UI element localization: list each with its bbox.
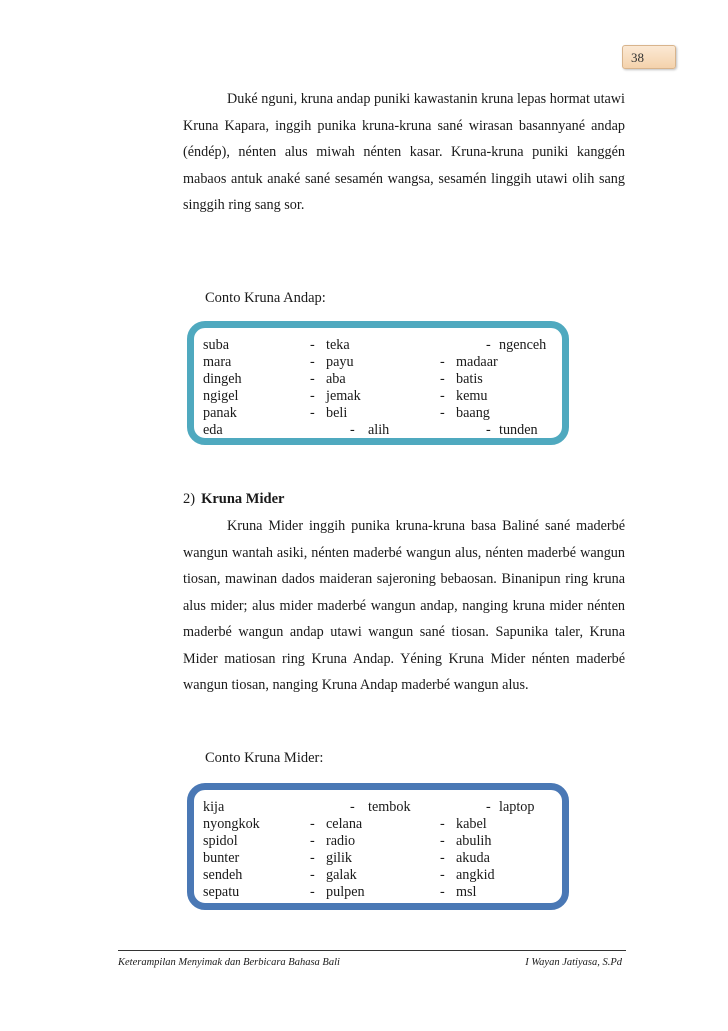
dash-col3: - bbox=[440, 405, 445, 421]
mider-word-grid bbox=[194, 790, 562, 903]
word-col2: gilik bbox=[326, 850, 353, 866]
dash-col3: - bbox=[486, 337, 491, 353]
section-heading bbox=[183, 491, 284, 508]
mider-example-box bbox=[187, 783, 569, 910]
dash-col2: - bbox=[310, 833, 315, 849]
dash-col3: - bbox=[440, 354, 445, 370]
word-col3: tunden bbox=[499, 422, 538, 438]
word-col2: teka bbox=[326, 337, 350, 353]
word-col2: payu bbox=[326, 354, 354, 370]
dash-col2: - bbox=[310, 337, 315, 353]
word-col2: alih bbox=[368, 422, 390, 438]
word-col2: galak bbox=[326, 867, 357, 883]
dash-col3: - bbox=[440, 388, 445, 404]
word-col2: beli bbox=[326, 405, 348, 421]
dash-col3: - bbox=[440, 371, 445, 387]
word-col1: eda bbox=[203, 422, 223, 438]
mider-example-label: Conto Kruna Mider: bbox=[205, 750, 324, 766]
dash-col2: - bbox=[310, 816, 315, 832]
word-col3: madaar bbox=[456, 354, 498, 370]
dash-col3: - bbox=[440, 850, 445, 866]
word-col1: bunter bbox=[203, 850, 240, 866]
word-col1: sepatu bbox=[203, 884, 240, 900]
word-col1: spidol bbox=[203, 833, 238, 849]
dash-col2: - bbox=[310, 388, 315, 404]
footer-book-title: Keterampilan Menyimak dan Berbicara Bahasa Bali bbox=[118, 957, 340, 968]
word-col1: sendeh bbox=[203, 867, 243, 883]
word-col2: pulpen bbox=[326, 884, 365, 900]
word-col3: ngenceh bbox=[499, 337, 547, 353]
footer-author: I Wayan Jatiyasa, S.Pd bbox=[525, 957, 622, 968]
footer-divider bbox=[118, 950, 626, 951]
dash-col2: - bbox=[350, 799, 355, 815]
word-col3: laptop bbox=[499, 799, 535, 815]
dash-col3: - bbox=[440, 833, 445, 849]
word-col1: mara bbox=[203, 354, 232, 370]
dash-col3: - bbox=[440, 816, 445, 832]
dash-col3: - bbox=[486, 799, 491, 815]
section-title: Kruna Mider bbox=[201, 491, 285, 507]
word-col2: celana bbox=[326, 816, 363, 832]
word-col1: ngigel bbox=[203, 388, 239, 404]
andap-example-box bbox=[187, 321, 569, 445]
dash-col2: - bbox=[310, 405, 315, 421]
paragraph-kruna-andap: Duké nguni, kruna andap puniki kawastanin kruna lepas hormat utawi Kruna Kapara, inggih punika kruna-kruna sané wirasan basannyané andap (éndép), nénten alus miwah nénten kasar. Kruna-kruna puniki kanggén mabaos antuk anaké sané sesamén wangsa, sesamén linggih utawi olih sang singgih ring sang sor. bbox=[183, 91, 625, 213]
word-col1: panak bbox=[203, 405, 237, 421]
dash-col2: - bbox=[310, 354, 315, 370]
page-number: 38 bbox=[622, 45, 676, 69]
word-col1: dingeh bbox=[203, 371, 242, 387]
word-col1: nyongkok bbox=[203, 816, 260, 832]
dash-col2: - bbox=[310, 850, 315, 866]
andap-word-grid bbox=[194, 328, 562, 438]
word-col2: tembok bbox=[368, 799, 411, 815]
word-col3: batis bbox=[456, 371, 483, 387]
word-col3: kemu bbox=[456, 388, 488, 404]
dash-col3: - bbox=[440, 867, 445, 883]
word-col2: aba bbox=[326, 371, 346, 387]
word-col3: kabel bbox=[456, 816, 487, 832]
dash-col2: - bbox=[310, 867, 315, 883]
section-number: 2) bbox=[183, 491, 196, 507]
word-col1: kija bbox=[203, 799, 225, 815]
dash-col2: - bbox=[310, 371, 315, 387]
word-col3: abulih bbox=[456, 833, 492, 849]
word-col1: suba bbox=[203, 337, 230, 353]
paragraph-kruna-mider: Kruna Mider inggih punika kruna-kruna basa Baliné sané maderbé wangun wantah asiki, nénten maderbé wangun alus, nénten maderbé wangun tiosan, mawinan dados maideran sajeroning bebaosan. Binanipun ring kruna alus mider; alus mider maderbé wangun andap, nanging kruna mider nénten maderbé wangun andap utawi wangun sané tiosan. Sapunika taler, Kruna Mider matiosan ring Kruna Andap. Yéning Kruna Mider nénten maderbé wangun tiosan, nanging Kruna Andap maderbé wangun alus. bbox=[183, 518, 625, 693]
dash-col3: - bbox=[486, 422, 491, 438]
dash-col2: - bbox=[310, 884, 315, 900]
word-col3: msl bbox=[456, 884, 477, 900]
word-col3: akuda bbox=[456, 850, 490, 866]
dash-col2: - bbox=[350, 422, 355, 438]
andap-example-label: Conto Kruna Andap: bbox=[205, 290, 326, 306]
word-col2: radio bbox=[326, 833, 356, 849]
dash-col3: - bbox=[440, 884, 445, 900]
word-col3: baang bbox=[456, 405, 490, 421]
word-col3: angkid bbox=[456, 867, 495, 883]
word-col2: jemak bbox=[326, 388, 361, 404]
